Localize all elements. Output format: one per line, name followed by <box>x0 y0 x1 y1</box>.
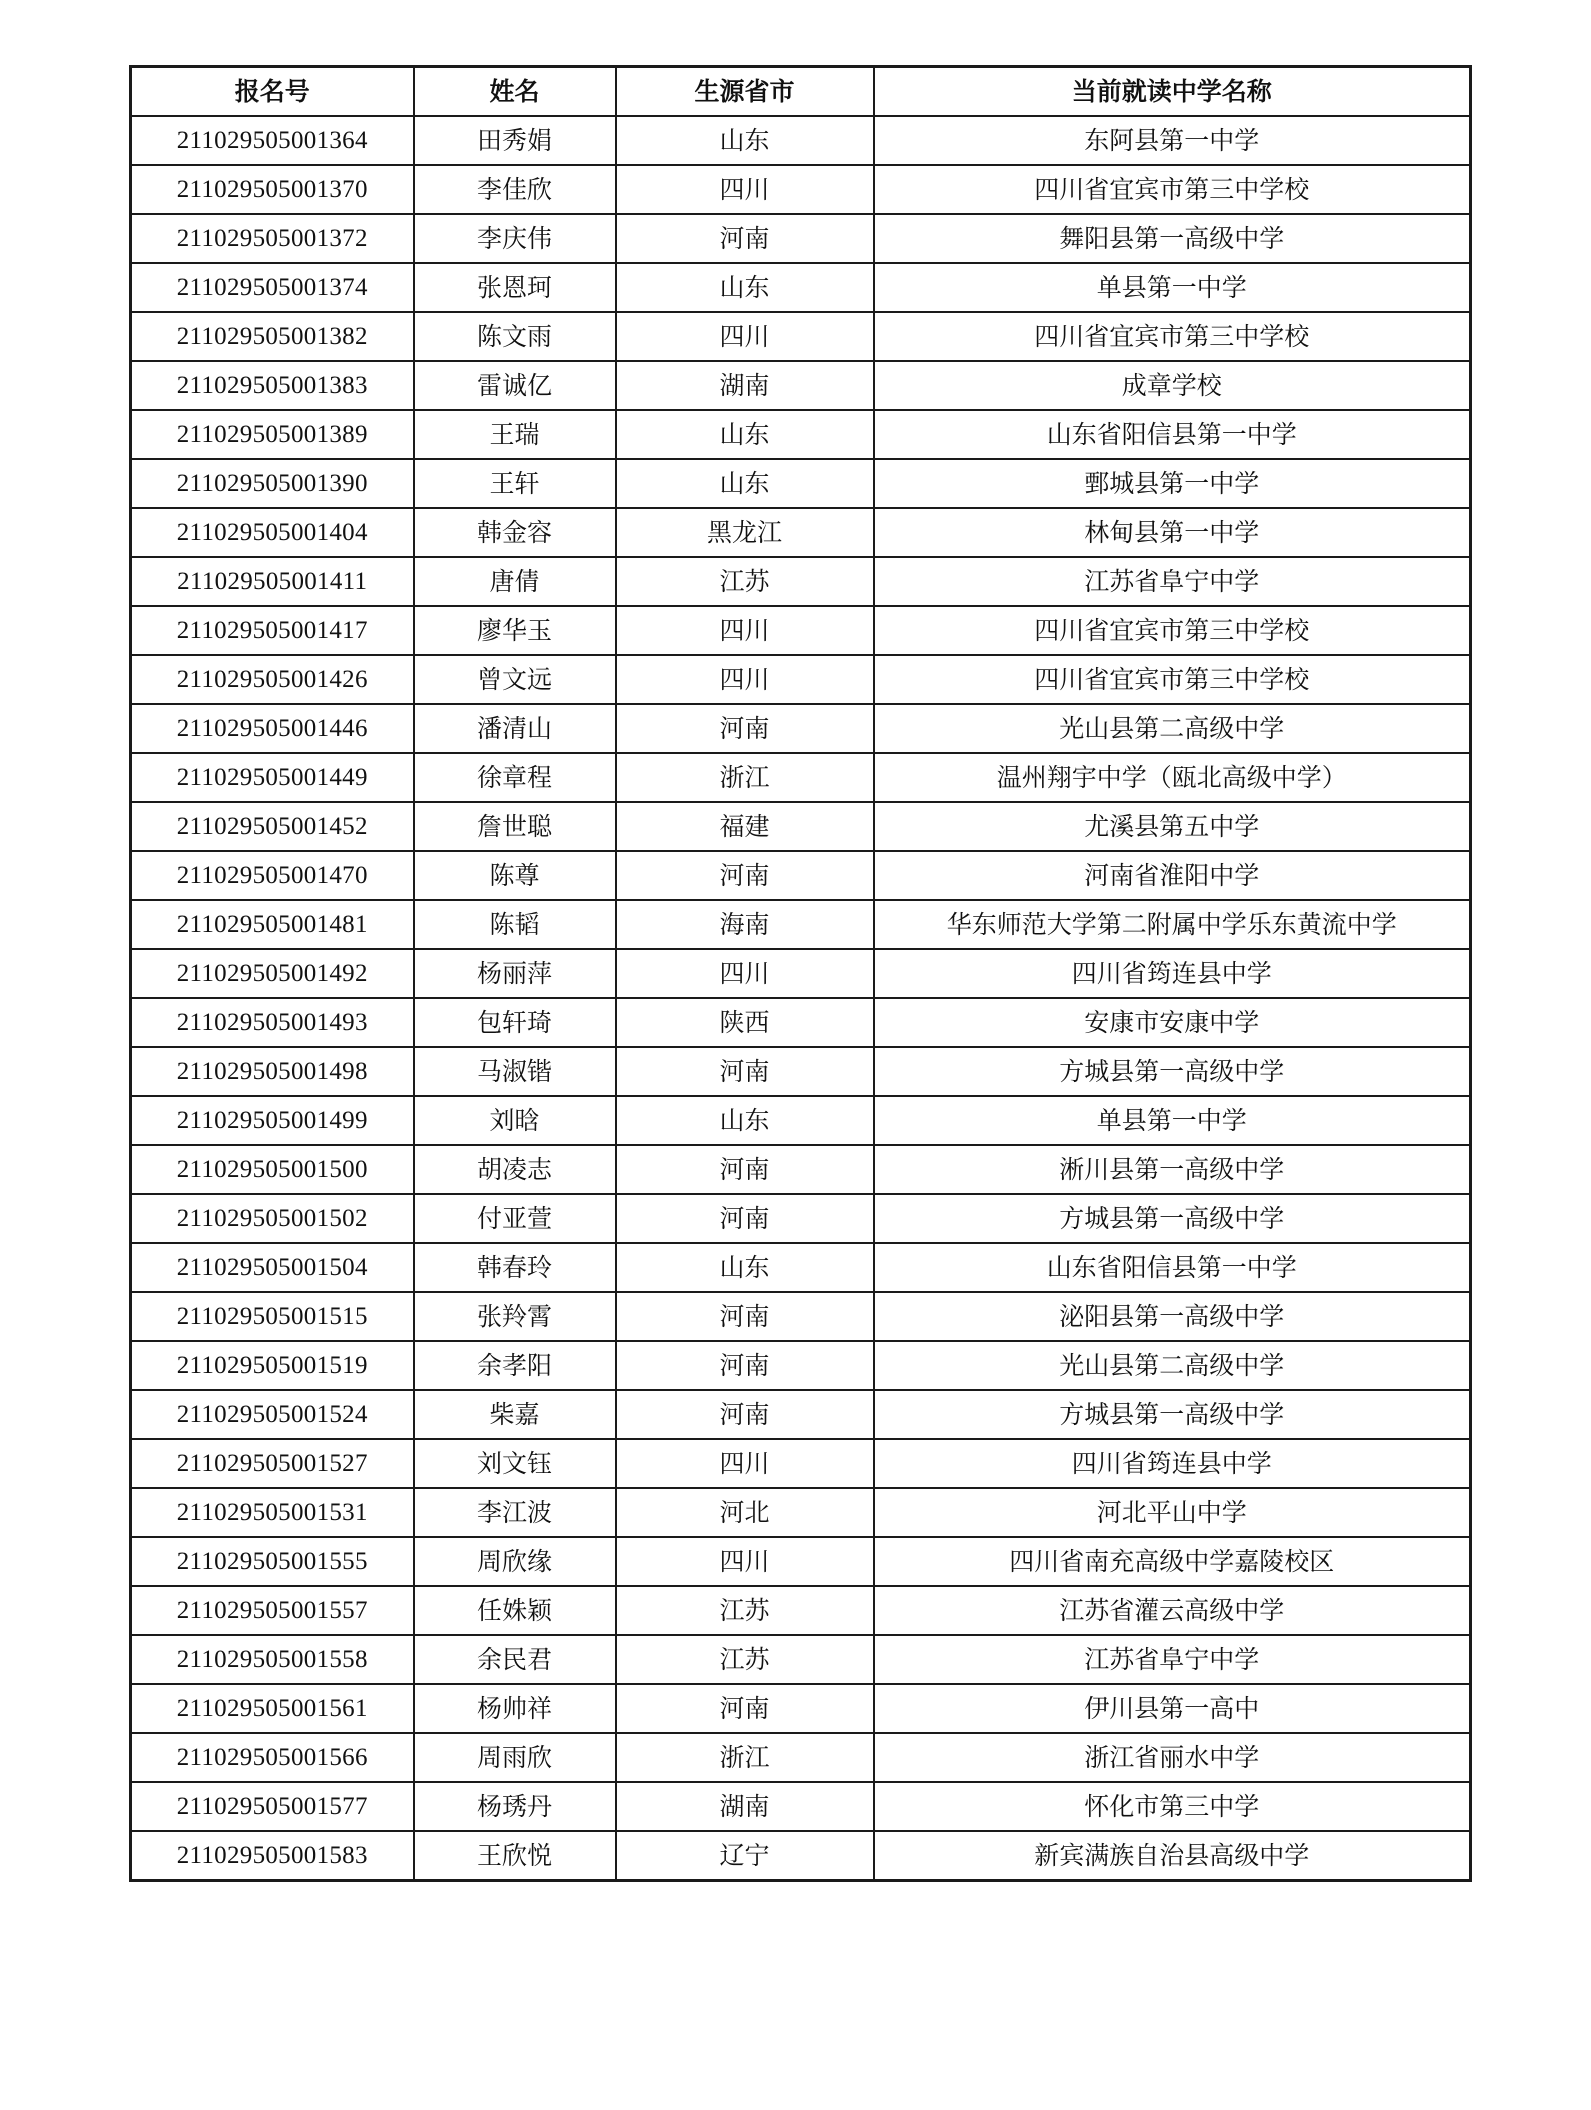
cell-province: 河北 <box>616 1488 874 1537</box>
table-row <box>131 949 1471 998</box>
cell-province: 山东 <box>616 459 874 508</box>
cell-name: 唐倩 <box>414 557 616 606</box>
table-row <box>131 655 1471 704</box>
cell-registration-number: 211029505001452 <box>131 802 414 851</box>
cell-name: 任姝颖 <box>414 1586 616 1635</box>
cell-school: 四川省宜宾市第三中学校 <box>874 655 1471 704</box>
cell-name: 马淑锴 <box>414 1047 616 1096</box>
table-row <box>131 1635 1471 1684</box>
table-row <box>131 1439 1471 1488</box>
cell-name: 杨琇丹 <box>414 1782 616 1831</box>
cell-province: 山东 <box>616 410 874 459</box>
cell-name: 周欣缘 <box>414 1537 616 1586</box>
header-province: 生源省市 <box>616 67 874 117</box>
cell-school: 山东省阳信县第一中学 <box>874 410 1471 459</box>
table-row <box>131 1145 1471 1194</box>
table-row <box>131 1733 1471 1782</box>
table-row <box>131 1390 1471 1439</box>
cell-school: 单县第一中学 <box>874 263 1471 312</box>
cell-school: 淅川县第一高级中学 <box>874 1145 1471 1194</box>
cell-school: 山东省阳信县第一中学 <box>874 1243 1471 1292</box>
cell-province: 山东 <box>616 263 874 312</box>
cell-registration-number: 211029505001382 <box>131 312 414 361</box>
cell-registration-number: 211029505001390 <box>131 459 414 508</box>
cell-registration-number: 211029505001531 <box>131 1488 414 1537</box>
header-row <box>131 67 1471 117</box>
table-row <box>131 1292 1471 1341</box>
cell-registration-number: 211029505001515 <box>131 1292 414 1341</box>
cell-province: 山东 <box>616 1096 874 1145</box>
table-row <box>131 1341 1471 1390</box>
cell-name: 李佳欣 <box>414 165 616 214</box>
cell-registration-number: 211029505001577 <box>131 1782 414 1831</box>
cell-school: 安康市安康中学 <box>874 998 1471 1047</box>
cell-province: 福建 <box>616 802 874 851</box>
cell-school: 四川省南充高级中学嘉陵校区 <box>874 1537 1471 1586</box>
cell-registration-number: 211029505001446 <box>131 704 414 753</box>
cell-registration-number: 211029505001504 <box>131 1243 414 1292</box>
table-row <box>131 1684 1471 1733</box>
cell-school: 尤溪县第五中学 <box>874 802 1471 851</box>
table-row <box>131 263 1471 312</box>
cell-registration-number: 211029505001470 <box>131 851 414 900</box>
cell-province: 四川 <box>616 655 874 704</box>
cell-province: 陕西 <box>616 998 874 1047</box>
cell-registration-number: 211029505001411 <box>131 557 414 606</box>
cell-province: 四川 <box>616 165 874 214</box>
cell-registration-number: 211029505001374 <box>131 263 414 312</box>
cell-name: 詹世聪 <box>414 802 616 851</box>
cell-registration-number: 211029505001498 <box>131 1047 414 1096</box>
header-registration-number: 报名号 <box>131 67 414 117</box>
cell-school: 方城县第一高级中学 <box>874 1390 1471 1439</box>
cell-province: 河南 <box>616 1194 874 1243</box>
cell-registration-number: 211029505001370 <box>131 165 414 214</box>
cell-school: 江苏省灌云高级中学 <box>874 1586 1471 1635</box>
header-school: 当前就读中学名称 <box>874 67 1471 117</box>
cell-province: 辽宁 <box>616 1831 874 1881</box>
cell-province: 江苏 <box>616 1586 874 1635</box>
cell-name: 陈韬 <box>414 900 616 949</box>
cell-registration-number: 211029505001426 <box>131 655 414 704</box>
table-row <box>131 312 1471 361</box>
table-header <box>131 67 1471 117</box>
table-row <box>131 1243 1471 1292</box>
cell-registration-number: 211029505001558 <box>131 1635 414 1684</box>
cell-province: 江苏 <box>616 1635 874 1684</box>
cell-name: 余民君 <box>414 1635 616 1684</box>
cell-province: 河南 <box>616 214 874 263</box>
table-row <box>131 704 1471 753</box>
cell-name: 曾文远 <box>414 655 616 704</box>
cell-registration-number: 211029505001404 <box>131 508 414 557</box>
cell-province: 河南 <box>616 1292 874 1341</box>
cell-school: 温州翔宇中学（瓯北高级中学） <box>874 753 1471 802</box>
cell-name: 韩春玲 <box>414 1243 616 1292</box>
table-row <box>131 1096 1471 1145</box>
cell-school: 成章学校 <box>874 361 1471 410</box>
cell-registration-number: 211029505001502 <box>131 1194 414 1243</box>
cell-province: 黑龙江 <box>616 508 874 557</box>
cell-province: 湖南 <box>616 361 874 410</box>
cell-registration-number: 211029505001527 <box>131 1439 414 1488</box>
table-row <box>131 459 1471 508</box>
cell-province: 浙江 <box>616 1733 874 1782</box>
cell-registration-number: 211029505001493 <box>131 998 414 1047</box>
table-row <box>131 1831 1471 1881</box>
cell-school: 河北平山中学 <box>874 1488 1471 1537</box>
cell-province: 四川 <box>616 606 874 655</box>
table-row <box>131 1047 1471 1096</box>
cell-school: 怀化市第三中学 <box>874 1782 1471 1831</box>
table-row <box>131 900 1471 949</box>
cell-province: 四川 <box>616 312 874 361</box>
cell-name: 刘文钰 <box>414 1439 616 1488</box>
cell-name: 潘清山 <box>414 704 616 753</box>
cell-registration-number: 211029505001500 <box>131 1145 414 1194</box>
cell-name: 杨帅祥 <box>414 1684 616 1733</box>
header-name: 姓名 <box>414 67 616 117</box>
cell-school: 四川省筠连县中学 <box>874 1439 1471 1488</box>
cell-school: 江苏省阜宁中学 <box>874 557 1471 606</box>
cell-school: 方城县第一高级中学 <box>874 1194 1471 1243</box>
cell-school: 江苏省阜宁中学 <box>874 1635 1471 1684</box>
cell-province: 湖南 <box>616 1782 874 1831</box>
cell-province: 四川 <box>616 949 874 998</box>
cell-name: 王轩 <box>414 459 616 508</box>
cell-school: 四川省宜宾市第三中学校 <box>874 165 1471 214</box>
cell-registration-number: 211029505001566 <box>131 1733 414 1782</box>
cell-registration-number: 211029505001372 <box>131 214 414 263</box>
cell-registration-number: 211029505001524 <box>131 1390 414 1439</box>
cell-school: 四川省宜宾市第三中学校 <box>874 606 1471 655</box>
cell-school: 伊川县第一高中 <box>874 1684 1471 1733</box>
cell-school: 光山县第二高级中学 <box>874 704 1471 753</box>
table-row <box>131 1488 1471 1537</box>
table-row <box>131 1537 1471 1586</box>
cell-school: 新宾满族自治县高级中学 <box>874 1831 1471 1881</box>
table-row <box>131 998 1471 1047</box>
table-row <box>131 802 1471 851</box>
table-row <box>131 753 1471 802</box>
table-row <box>131 557 1471 606</box>
cell-province: 四川 <box>616 1537 874 1586</box>
cell-school: 舞阳县第一高级中学 <box>874 214 1471 263</box>
cell-registration-number: 211029505001557 <box>131 1586 414 1635</box>
table-row <box>131 214 1471 263</box>
cell-school: 方城县第一高级中学 <box>874 1047 1471 1096</box>
cell-school: 河南省淮阳中学 <box>874 851 1471 900</box>
cell-name: 杨丽萍 <box>414 949 616 998</box>
cell-name: 王瑞 <box>414 410 616 459</box>
table-body <box>131 116 1471 1881</box>
cell-name: 周雨欣 <box>414 1733 616 1782</box>
cell-name: 付亚萱 <box>414 1194 616 1243</box>
table-row <box>131 116 1471 165</box>
cell-name: 陈文雨 <box>414 312 616 361</box>
cell-name: 王欣悦 <box>414 1831 616 1881</box>
cell-province: 河南 <box>616 851 874 900</box>
cell-province: 河南 <box>616 1684 874 1733</box>
cell-province: 江苏 <box>616 557 874 606</box>
cell-name: 柴嘉 <box>414 1390 616 1439</box>
cell-school: 单县第一中学 <box>874 1096 1471 1145</box>
cell-province: 河南 <box>616 704 874 753</box>
cell-registration-number: 211029505001449 <box>131 753 414 802</box>
cell-name: 田秀娟 <box>414 116 616 165</box>
table-row <box>131 165 1471 214</box>
cell-name: 陈尊 <box>414 851 616 900</box>
table-row <box>131 1194 1471 1243</box>
cell-school: 鄄城县第一中学 <box>874 459 1471 508</box>
cell-registration-number: 211029505001519 <box>131 1341 414 1390</box>
cell-name: 廖华玉 <box>414 606 616 655</box>
cell-name: 李庆伟 <box>414 214 616 263</box>
cell-registration-number: 211029505001481 <box>131 900 414 949</box>
cell-school: 四川省筠连县中学 <box>874 949 1471 998</box>
table-row <box>131 508 1471 557</box>
cell-school: 四川省宜宾市第三中学校 <box>874 312 1471 361</box>
cell-registration-number: 211029505001389 <box>131 410 414 459</box>
cell-registration-number: 211029505001417 <box>131 606 414 655</box>
cell-registration-number: 211029505001583 <box>131 1831 414 1881</box>
cell-registration-number: 211029505001555 <box>131 1537 414 1586</box>
cell-province: 河南 <box>616 1341 874 1390</box>
cell-school: 华东师范大学第二附属中学乐东黄流中学 <box>874 900 1471 949</box>
cell-name: 余孝阳 <box>414 1341 616 1390</box>
cell-name: 刘晗 <box>414 1096 616 1145</box>
student-roster-table <box>129 65 1472 1882</box>
cell-registration-number: 211029505001383 <box>131 361 414 410</box>
cell-province: 山东 <box>616 1243 874 1292</box>
cell-school: 浙江省丽水中学 <box>874 1733 1471 1782</box>
cell-name: 张恩珂 <box>414 263 616 312</box>
table-row <box>131 851 1471 900</box>
cell-name: 李江波 <box>414 1488 616 1537</box>
table-row <box>131 361 1471 410</box>
cell-province: 山东 <box>616 116 874 165</box>
cell-province: 海南 <box>616 900 874 949</box>
cell-name: 胡凌志 <box>414 1145 616 1194</box>
cell-registration-number: 211029505001364 <box>131 116 414 165</box>
cell-name: 张羚霄 <box>414 1292 616 1341</box>
cell-province: 浙江 <box>616 753 874 802</box>
cell-registration-number: 211029505001561 <box>131 1684 414 1733</box>
cell-registration-number: 211029505001492 <box>131 949 414 998</box>
table-row <box>131 410 1471 459</box>
cell-school: 东阿县第一中学 <box>874 116 1471 165</box>
cell-name: 韩金容 <box>414 508 616 557</box>
cell-school: 泌阳县第一高级中学 <box>874 1292 1471 1341</box>
cell-province: 河南 <box>616 1145 874 1194</box>
cell-school: 光山县第二高级中学 <box>874 1341 1471 1390</box>
cell-province: 河南 <box>616 1390 874 1439</box>
cell-school: 林甸县第一中学 <box>874 508 1471 557</box>
cell-province: 河南 <box>616 1047 874 1096</box>
cell-name: 雷诚亿 <box>414 361 616 410</box>
table-row <box>131 1586 1471 1635</box>
cell-name: 包轩琦 <box>414 998 616 1047</box>
cell-province: 四川 <box>616 1439 874 1488</box>
table-row <box>131 606 1471 655</box>
cell-name: 徐章程 <box>414 753 616 802</box>
table-row <box>131 1782 1471 1831</box>
cell-registration-number: 211029505001499 <box>131 1096 414 1145</box>
